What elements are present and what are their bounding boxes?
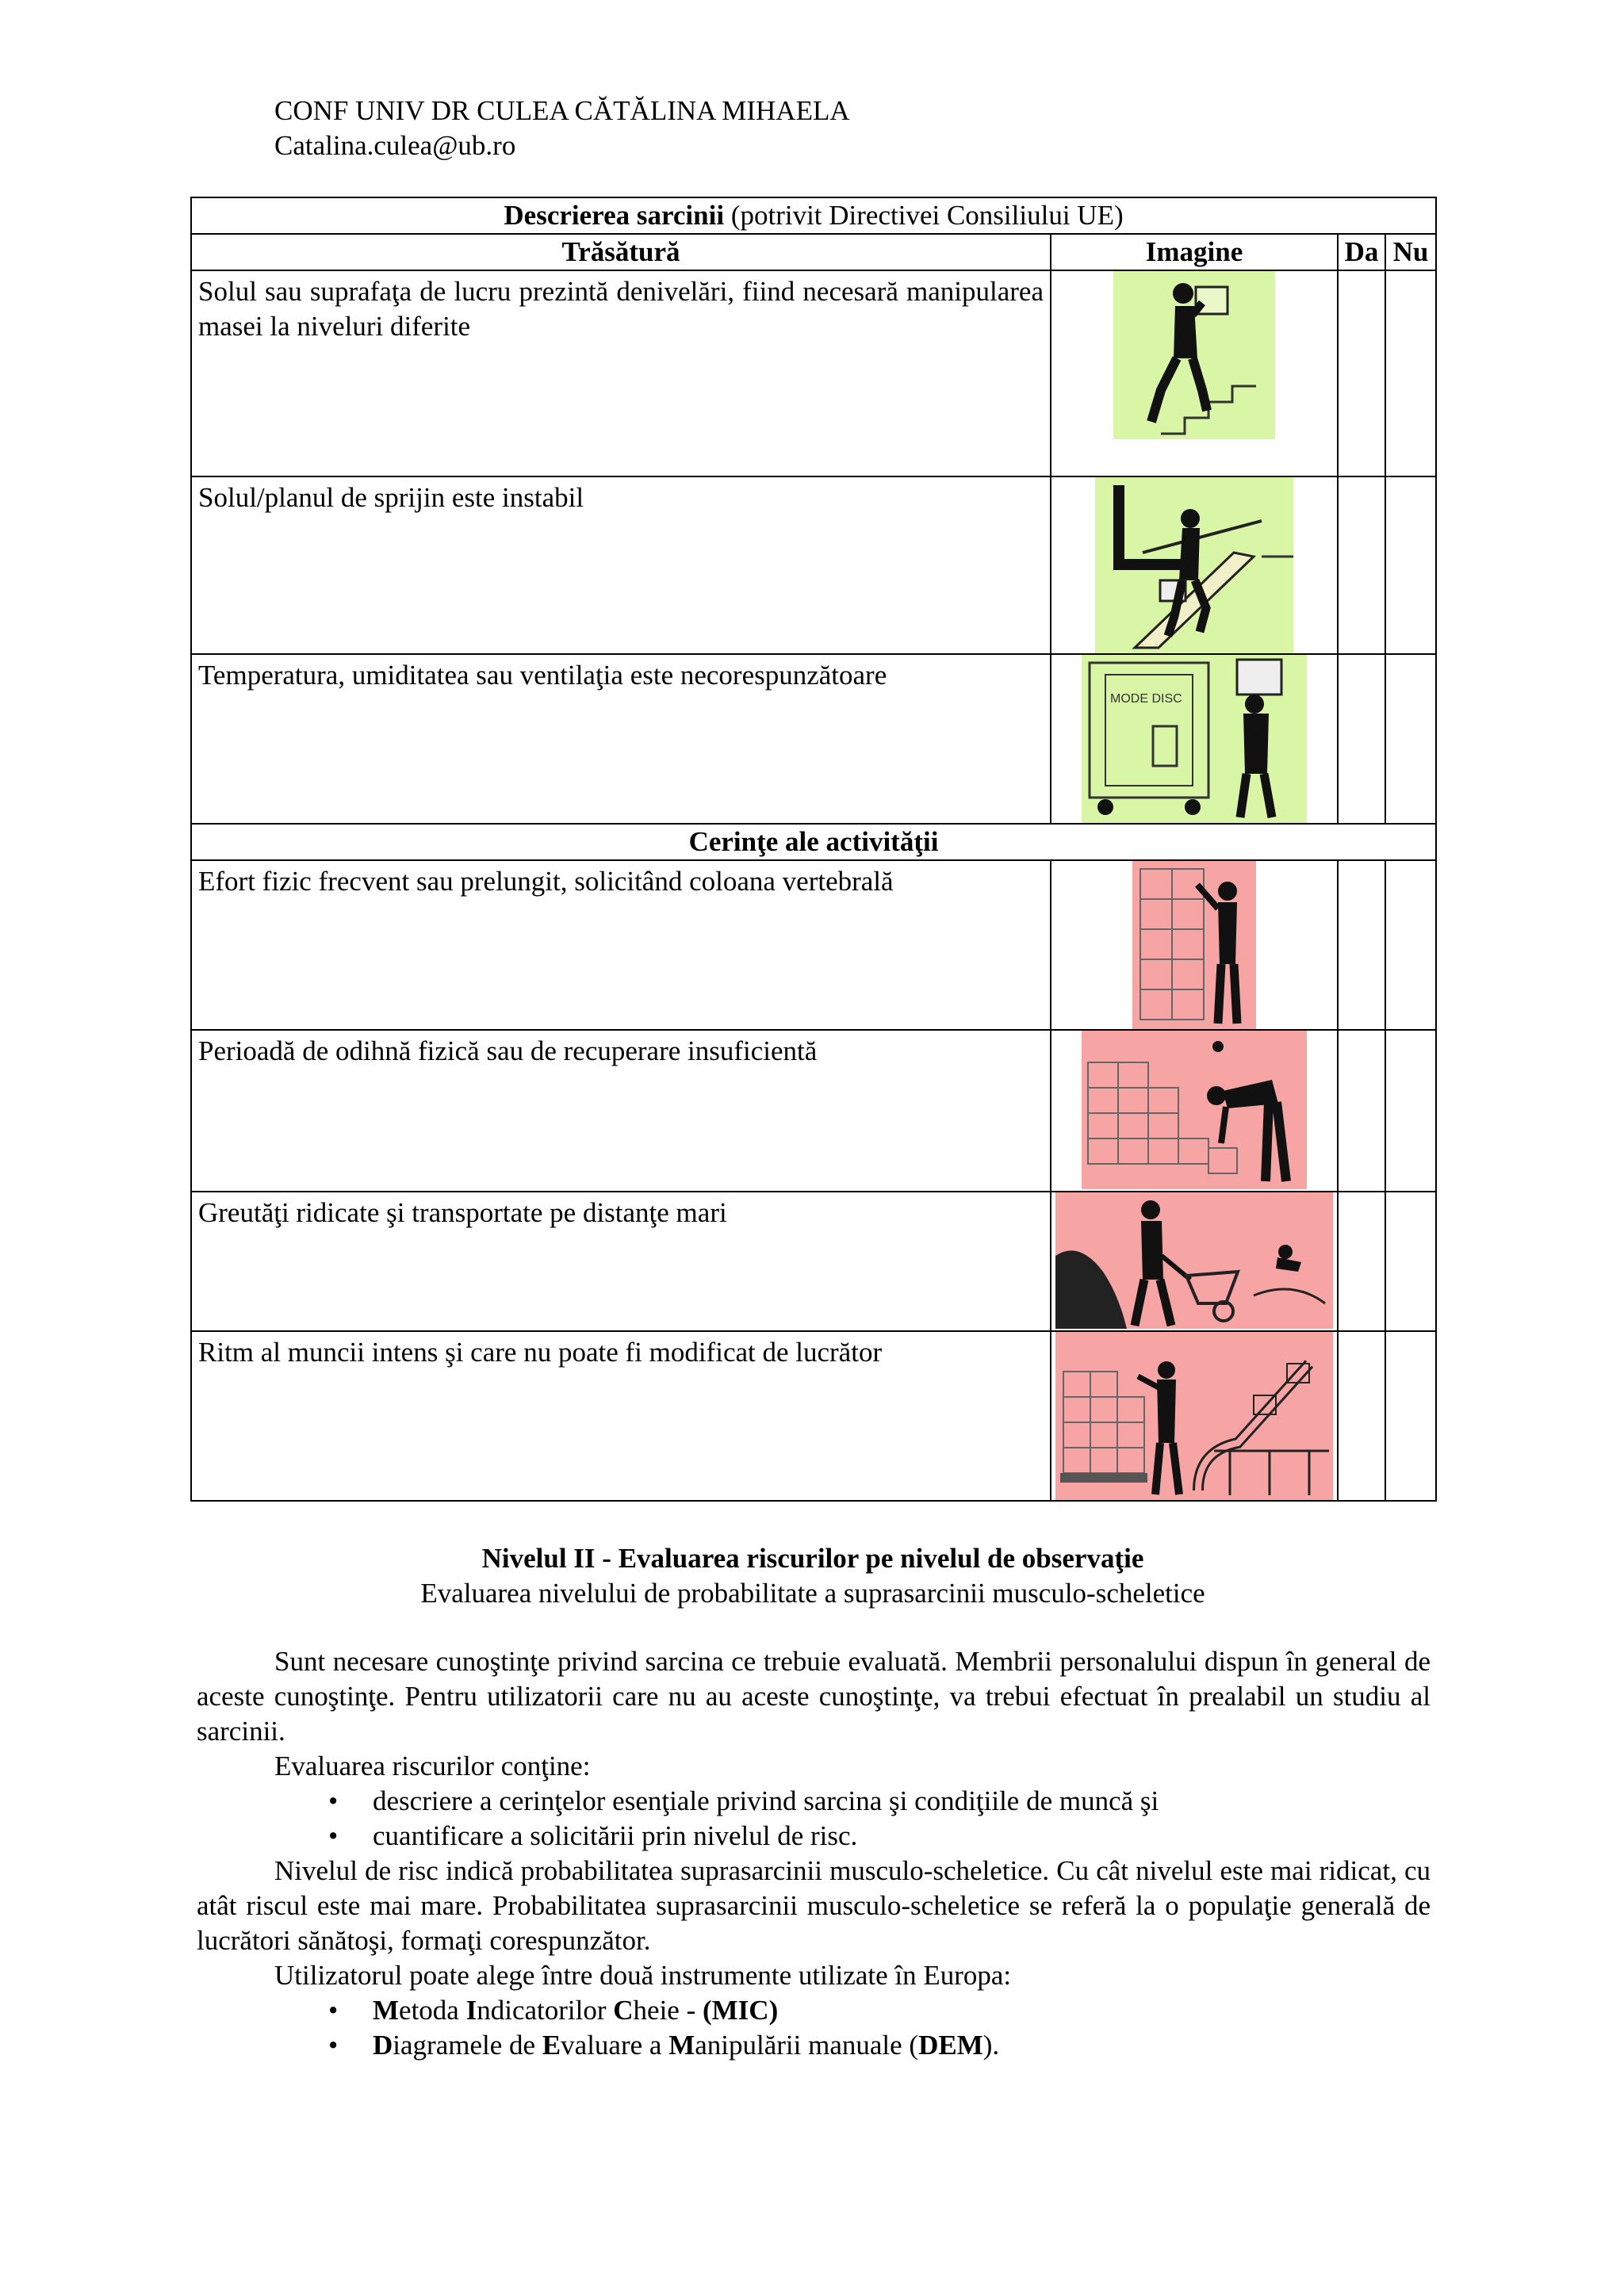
machine-label: MODE DISC <box>1110 692 1182 706</box>
body-text <box>197 1644 1431 2063</box>
column-header-yes: Da <box>1338 234 1385 270</box>
worker-near-machine-icon <box>1082 655 1307 823</box>
row-text: Greutăţi ridicate şi transportate pe distanţe mari <box>191 1192 1051 1331</box>
worker-on-unstable-plank-icon <box>1095 477 1293 653</box>
checkbox-no[interactable] <box>1385 476 1436 654</box>
author-email: Catalina.culea@ub.ro <box>274 130 516 161</box>
table-row <box>191 1331 1436 1501</box>
list-item-dem: • Diagramele de Evaluare a Manipulării manuale (DEM). <box>373 2028 1431 2063</box>
worker-conveyor-icon <box>1055 1332 1333 1500</box>
checkbox-no[interactable] <box>1385 1331 1436 1501</box>
paragraph: Evaluarea riscurilor conţine: <box>274 1751 591 1781</box>
list-item: • cuantificare a solicitării prin nivelul de risc. <box>373 1819 1431 1854</box>
worker-wheelbarrow-icon <box>1055 1192 1333 1329</box>
paragraph: Sunt necesare cunoştinţe privind sarcina ce trebuie evaluată. Membrii personalului dispun în general de aceste cunoştinţe. Pentru utilizatorii care nu au aceste cunoştinţe, va trebui efectuat în prealabil un studiu al sarcinii. <box>197 1646 1431 1747</box>
row-image-cell <box>1051 270 1338 476</box>
column-header-image: Imagine <box>1051 234 1338 270</box>
worker-stacking-boxes-icon <box>1132 861 1256 1029</box>
table-caption-bold: Descrierea sarcinii <box>504 200 725 231</box>
paragraph: Nivelul de risc indică probabilitatea suprasarcinii musculo-scheletice. Cu cât nivelul este mai ridicat, cu atât riscul este mai mare. Probabilitatea suprasarcinii musculo-scheletice se referă la o populaţie generală de lucrători sănătoşi, formaţi corespunzător. <box>197 1855 1431 1956</box>
task-description-table <box>190 197 1437 1502</box>
table-caption-rest: (potrivit Directivei Consiliului UE) <box>724 200 1124 231</box>
table-caption <box>191 197 1436 234</box>
paragraph: Utilizatorul poate alege între două instrumente utilizate în Europa: <box>274 1960 1012 1991</box>
list-item-mic: • Metoda Indicatorilor Cheie - (MIC) <box>373 1993 1431 2028</box>
checkbox-yes[interactable] <box>1338 476 1385 654</box>
table-row <box>191 860 1436 1030</box>
row-text: Efort fizic frecvent sau prelungit, solicitând coloana vertebrală <box>191 860 1051 1030</box>
row-image-cell <box>1051 1030 1338 1192</box>
bullet-list <box>197 1784 1431 1854</box>
section-activity-title: Cerinţe ale activităţii <box>191 824 1436 860</box>
list-item: • descriere a cerinţelor esenţiale privind sarcina şi condiţiile de muncă şi <box>373 1784 1431 1819</box>
table-row <box>191 654 1436 824</box>
bullet-list <box>197 1993 1431 2063</box>
checkbox-yes[interactable] <box>1338 270 1385 476</box>
worker-on-stairs-icon <box>1113 271 1275 439</box>
checkbox-no[interactable] <box>1385 860 1436 1030</box>
row-text: Solul sau suprafaţa de lucru prezintă denivelări, fiind necesară manipularea masei la niveluri diferite <box>191 270 1051 476</box>
row-image-cell <box>1051 476 1338 654</box>
row-image-cell <box>1051 1331 1338 1501</box>
author-name: CONF UNIV DR CULEA CĂTĂLINA MIHAELA <box>274 95 850 126</box>
checkbox-yes[interactable] <box>1338 654 1385 824</box>
row-image-cell <box>1051 654 1338 824</box>
checkbox-yes[interactable] <box>1338 1030 1385 1192</box>
checkbox-no[interactable] <box>1385 1030 1436 1192</box>
document-header <box>274 94 850 163</box>
row-text: Perioadă de odihnă fizică sau de recuperare insuficientă <box>191 1030 1051 1192</box>
row-text: Temperatura, umiditatea sau ventilaţia este necorespunzătoare <box>191 654 1051 824</box>
table-row <box>191 1192 1436 1331</box>
section-subtitle: Evaluarea nivelului de probabilitate a suprasarcinii musculo-scheletice <box>420 1578 1205 1609</box>
row-image-cell <box>1051 1192 1338 1331</box>
checkbox-yes[interactable] <box>1338 860 1385 1030</box>
row-text: Solul/planul de sprijin este instabil <box>191 476 1051 654</box>
worker-bending-boxes-icon <box>1082 1031 1307 1189</box>
section-title: Nivelul II - Evaluarea riscurilor pe nivelul de observaţie <box>481 1543 1144 1574</box>
checkbox-yes[interactable] <box>1338 1192 1385 1331</box>
checkbox-no[interactable] <box>1385 654 1436 824</box>
checkbox-no[interactable] <box>1385 1192 1436 1331</box>
column-header-feature: Trăsătură <box>191 234 1051 270</box>
table-row <box>191 476 1436 654</box>
checkbox-yes[interactable] <box>1338 1331 1385 1501</box>
table-row <box>191 1030 1436 1192</box>
column-header-no: Nu <box>1385 234 1436 270</box>
table-row <box>191 270 1436 476</box>
row-image-cell <box>1051 860 1338 1030</box>
checkbox-no[interactable] <box>1385 270 1436 476</box>
row-text: Ritm al muncii intens şi care nu poate fi modificat de lucrător <box>191 1331 1051 1501</box>
